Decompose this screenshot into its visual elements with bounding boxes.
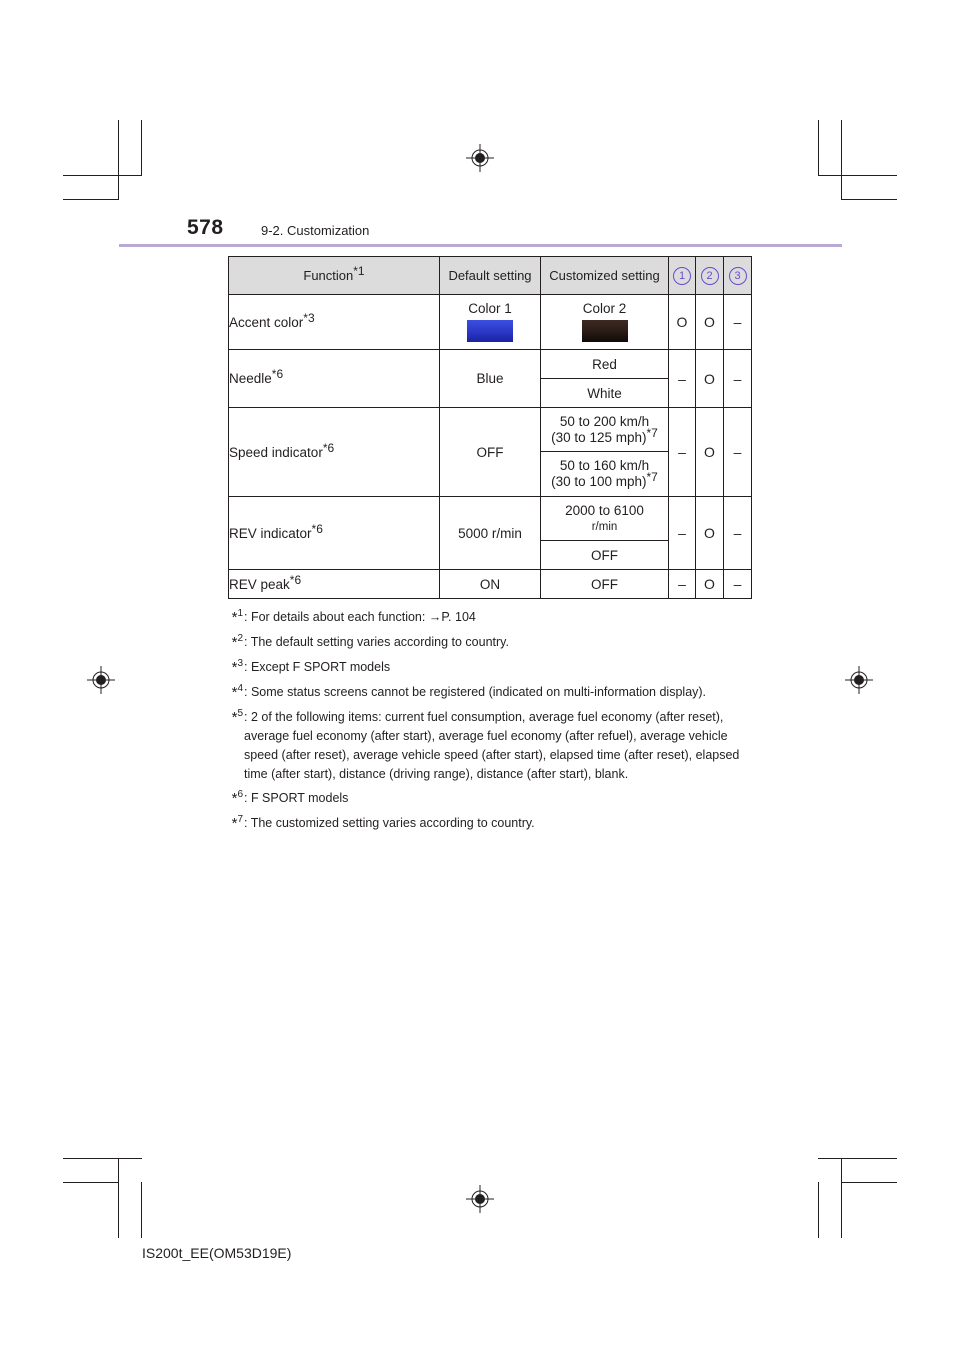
- col-header-2: [696, 257, 724, 295]
- page-number: 578: [187, 216, 224, 239]
- col-header-function: [229, 257, 440, 295]
- color-2-swatch: [582, 320, 628, 342]
- crop-mark: [63, 1182, 119, 1183]
- footnote-text: : For details about each function: →P. 104: [244, 610, 476, 624]
- table-row: [229, 497, 752, 541]
- custom-cell: [541, 452, 669, 497]
- default-cell: ON: [440, 570, 541, 599]
- mark-3: –: [724, 570, 752, 599]
- custom-value-line-wrap: [541, 425, 668, 446]
- custom-value-line-wrap: [541, 470, 668, 490]
- crop-mark: [841, 1182, 897, 1183]
- footnote-text: : 2 of the following items: current fuel consumption, average fuel economy (after reset), average fuel economy (after start), average fuel economy (after refuel), average vehicle speed (after reset), average vehicle speed (after start), elapsed time (after reset), elapsed time (after start), distance (driving range), distance (after start), blank.: [244, 710, 740, 781]
- footnote-ref: *7: [646, 425, 658, 440]
- footnote: [214, 708, 754, 784]
- mark-3: –: [724, 408, 752, 497]
- crop-mark: [818, 1182, 819, 1238]
- crop-mark: [141, 120, 142, 175]
- custom-cell: [541, 295, 669, 350]
- footnote-number: 3: [237, 658, 243, 669]
- footnote-number: 5: [237, 708, 243, 719]
- function-label: Accent color: [229, 314, 304, 330]
- footnote: [214, 633, 754, 653]
- crop-mark: [841, 1158, 842, 1238]
- function-label: Speed indicator: [229, 444, 323, 460]
- function-label: REV peak: [229, 576, 290, 592]
- custom-value-line: (30 to 100 mph): [551, 474, 647, 489]
- function-cell: [229, 295, 440, 350]
- footnote-ref: *1: [353, 264, 365, 278]
- col-header-customized: Customized setting: [541, 257, 669, 295]
- footnote-ref: *7: [646, 470, 658, 484]
- customization-table: [228, 256, 752, 599]
- footnote-number: 4: [237, 683, 243, 694]
- custom-cell: OFF: [541, 570, 669, 599]
- function-cell: [229, 350, 440, 408]
- crop-mark: [818, 120, 819, 175]
- table-row: [229, 570, 752, 599]
- custom-value-line: r/min: [591, 520, 618, 533]
- custom-value-line: 50 to 200 km/h: [559, 413, 650, 429]
- mark-1: O: [669, 295, 696, 350]
- function-cell: [229, 570, 440, 599]
- crop-mark: [63, 175, 142, 176]
- registration-mark-icon: [845, 666, 873, 694]
- crop-mark: [818, 1158, 897, 1159]
- footnote-text: : Some status screens cannot be registered (indicated on multi-information display).: [244, 685, 707, 699]
- footnote-marker: *$^4$: [231, 683, 243, 701]
- footnote-text: : The default setting varies according to country.: [244, 635, 509, 649]
- mark-2: O: [696, 408, 724, 497]
- color-1-swatch: [467, 320, 513, 342]
- footnote-ref: *6: [322, 440, 335, 455]
- function-label: Needle: [229, 371, 272, 386]
- table-row: [229, 408, 752, 452]
- mark-1: –: [669, 350, 696, 408]
- custom-cell: [541, 497, 669, 541]
- registration-mark-icon: [466, 144, 494, 172]
- default-cell: Blue: [440, 350, 541, 408]
- mark-3: –: [724, 350, 752, 408]
- table-row: [229, 295, 752, 350]
- mark-1: –: [669, 497, 696, 570]
- number-badge-icon: 2: [701, 267, 719, 285]
- footnote-marker: *$^7$: [231, 814, 243, 832]
- footnote: [214, 789, 754, 809]
- header-rule: [119, 244, 842, 247]
- document-id: IS200t_EE(OM53D19E): [142, 1245, 292, 1261]
- registration-mark-icon: [87, 666, 115, 694]
- mark-2: O: [696, 497, 724, 570]
- footnote-text: : F SPORT models: [244, 791, 349, 805]
- mark-3: –: [724, 497, 752, 570]
- crop-mark: [118, 1158, 119, 1238]
- col-header-function-label: Function: [303, 268, 354, 283]
- footnote-number: 7: [237, 814, 243, 825]
- mark-2: O: [696, 295, 724, 350]
- crop-mark: [141, 1182, 142, 1238]
- custom-cell: OFF: [541, 541, 669, 570]
- footnote-number: 2: [237, 633, 243, 644]
- crop-mark: [841, 199, 897, 200]
- registration-mark-icon: [466, 1185, 494, 1213]
- default-cell: 5000 r/min: [440, 497, 541, 570]
- footnote-marker: *$^2$: [231, 633, 243, 651]
- crop-mark: [63, 199, 119, 200]
- mark-2: O: [696, 570, 724, 599]
- custom-value-line: (30 to 125 mph): [551, 429, 647, 445]
- default-cell: OFF: [440, 408, 541, 497]
- number-badge-icon: 3: [729, 267, 747, 285]
- custom-cell: White: [541, 379, 669, 408]
- custom-cell: Red: [541, 350, 669, 379]
- footnote-marker: *$^1$: [231, 608, 243, 626]
- footnote-number: 6: [237, 789, 243, 800]
- crop-mark: [118, 120, 119, 200]
- footnotes: [214, 608, 754, 839]
- function-cell: [229, 408, 440, 497]
- footnote: [214, 814, 754, 834]
- custom-cell: [541, 408, 669, 452]
- mark-2: O: [696, 350, 724, 408]
- function-cell: [229, 497, 440, 570]
- footnote-ref: *3: [303, 310, 315, 325]
- crop-mark: [841, 120, 842, 200]
- default-value: Color 1: [468, 300, 512, 316]
- custom-value-line: 2000 to 6100: [565, 502, 644, 518]
- default-cell: [440, 295, 541, 350]
- section-title: 9-2. Customization: [261, 223, 370, 238]
- footnote: [214, 658, 754, 678]
- col-header-3: [724, 257, 752, 295]
- crop-mark: [63, 1158, 142, 1159]
- footnote-number: 1: [237, 608, 243, 619]
- custom-value: Color 2: [582, 300, 627, 316]
- footnote-ref: *6: [289, 572, 302, 587]
- function-label: REV indicator: [229, 525, 312, 541]
- number-badge-icon: 1: [673, 267, 691, 285]
- custom-value-line: 50 to 160 km/h: [559, 458, 650, 473]
- footnote-marker: *$^5$: [231, 708, 243, 726]
- crop-mark: [818, 175, 897, 176]
- footnote-text: : The customized setting varies according to country.: [244, 816, 535, 830]
- footnote-ref: *6: [271, 367, 284, 381]
- footnote: [214, 683, 754, 703]
- footnote-ref: *6: [311, 521, 323, 536]
- col-header-default: Default setting: [440, 257, 541, 295]
- table-header-row: [229, 257, 752, 295]
- footnote: [214, 608, 754, 628]
- mark-1: –: [669, 570, 696, 599]
- footnote-marker: *$^6$: [231, 789, 243, 807]
- footnote-text: : Except F SPORT models: [244, 660, 391, 674]
- footnote-marker: *$^3$: [231, 658, 243, 676]
- col-header-1: [669, 257, 696, 295]
- mark-3: –: [724, 295, 752, 350]
- mark-1: –: [669, 408, 696, 497]
- table-row: [229, 350, 752, 379]
